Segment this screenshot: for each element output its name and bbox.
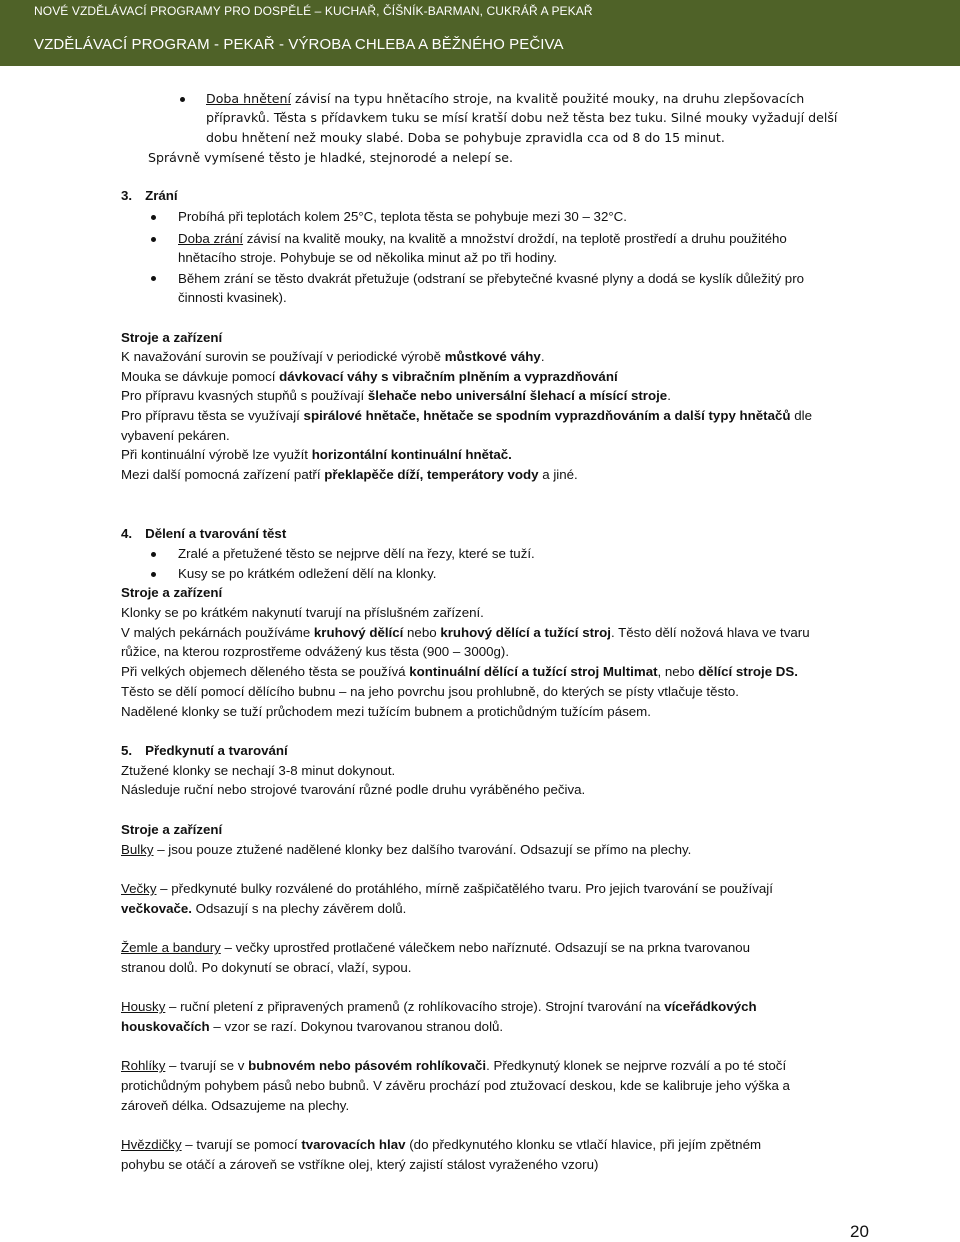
bold-term: bubnovém nebo pásovém rohlíkovači xyxy=(248,1058,487,1073)
equipment-line-3 xyxy=(121,387,671,405)
deleni-line-4 xyxy=(121,663,798,681)
header-course-line: VZDĚLÁVACÍ PROGRAM - PEKAŘ - VÝROBA CHLEBA A BĚŽNÉHO PEČIVA xyxy=(34,36,564,53)
zrani-bullet-2 xyxy=(178,230,787,248)
text: Mezi další pomocná zařízení patří xyxy=(121,467,325,482)
zrani-bullet-1: Probíhá při teplotách kolem 25°C, teplota těsta se pohybuje mezi 30 – 32°C. xyxy=(178,209,627,224)
bullet-icon xyxy=(151,215,156,220)
text: Při kontinuální výrobě lze využít xyxy=(121,447,312,462)
housky-line-2 xyxy=(121,1018,503,1036)
section-heading-deleni xyxy=(121,525,286,543)
text: . Předkynutý klonek se nejprve rozválí a po té stočí xyxy=(486,1058,787,1073)
text: . Těsto dělí nožová hlava ve tvaru xyxy=(611,625,810,640)
text: – předkynuté bulky rozválené do protáhlého, mírně zašpičatělého tvaru. Pro jejich tvarování se používají xyxy=(156,881,773,896)
term: Žemle a bandury xyxy=(121,940,221,955)
deleni-line-2 xyxy=(121,624,810,642)
zrani-bullet-3-line-2: činnosti kvasinek). xyxy=(178,290,287,305)
text: Pro přípravu kvasných stupňů s používají xyxy=(121,388,368,403)
bold-term: šlehače nebo universální šlehací a mísící stroje xyxy=(367,388,668,403)
equipment-heading: Stroje a zařízení xyxy=(121,330,223,345)
deleni-bullet-1: Zralé a přetužené těsto se nejprve dělí na řezy, které se tuží. xyxy=(178,546,535,561)
bold-term: dělící stroje DS. xyxy=(698,664,798,679)
predkynuti-line-2: Následuje ruční nebo strojové tvarování různé podle druhu vyráběného pečiva. xyxy=(121,782,586,797)
deleni-line-3: růžice, na kterou rozprostřeme odvážený kus těsta (900 – 3000g). xyxy=(121,644,510,659)
section-title: Předkynutí a tvarování xyxy=(145,743,288,758)
bullet-icon xyxy=(151,276,156,281)
text: – večky uprostřed protlačené válečkem nebo naříznuté. Odsazují se na prkna tvarovanou xyxy=(220,940,751,955)
equipment-line-7 xyxy=(121,466,578,484)
deleni-line-6: Nadělené klonky se tuží průchodem mezi tužícím bubnem a protichůdným tužícím pásem. xyxy=(121,704,651,719)
vecky-line-2 xyxy=(121,900,406,918)
section-title: Zrání xyxy=(145,188,178,203)
zrani-term: Doba zrání xyxy=(178,231,244,246)
bold-term: spirálové hnětače, hnětače se spodním vyprazdňováním a další typy hnětačů xyxy=(303,408,791,423)
bullet-icon xyxy=(151,572,156,577)
text: Pro přípravu těsta se využívají xyxy=(121,408,304,423)
text: – tvarují se pomocí xyxy=(181,1137,302,1152)
text: Při velkých objemech děleného těsta se používá xyxy=(121,664,410,679)
text: Odsazují s na plechy závěrem dolů. xyxy=(191,901,407,916)
hneteni-line-3: dobu hnětení než mouky slabé. Doba se pohybuje zpravidla cca od 8 do 15 minut. xyxy=(206,130,725,145)
hneteni-term: Doba hnětení xyxy=(206,91,291,106)
rohliky-line-2: protichůdným pohybem pásů nebo bubnů. V závěru prochází pod ztužovací deskou, kde se kalibruje jeho výška a xyxy=(121,1078,790,1093)
text: – tvarují se v xyxy=(165,1058,249,1073)
zemle-line-2: stranou dolů. Po dokynutí se obrací, vlaží, sypou. xyxy=(121,960,412,975)
text: nebo xyxy=(403,625,441,640)
predkynuti-line-1: Ztužené klonky se nechají 3-8 minut dokynout. xyxy=(121,763,396,778)
text: (do předkynutého klonku se vtlačí hlavice, při jejím zpětném xyxy=(405,1137,762,1152)
section-title: Dělení a tvarování těst xyxy=(145,526,287,541)
header-program-line: NOVÉ VZDĚLÁVACÍ PROGRAMY PRO DOSPĚLÉ – KUCHAŘ, ČÍŠNÍK-BARMAN, CUKRÁŘ A PEKAŘ xyxy=(34,4,593,18)
term: Rohlíky xyxy=(121,1058,166,1073)
bold-term: kruhový dělící a tužící stroj xyxy=(440,625,612,640)
section-heading-predkynuti xyxy=(121,742,288,760)
text: – jsou pouze ztužené nadělené klonky bez dalšího tvarování. Odsazují se přímo na plechy. xyxy=(153,842,692,857)
term: Večky xyxy=(121,881,157,896)
term: Bulky xyxy=(121,842,154,857)
equipment-line-6 xyxy=(121,446,512,464)
bold-term: víceřádkových xyxy=(664,999,757,1014)
hvezdicky-paragraph xyxy=(121,1136,761,1154)
page-number: 20 xyxy=(850,1222,869,1241)
term: Hvězdičky xyxy=(121,1137,182,1152)
text: V malých pekárnách používáme xyxy=(121,625,314,640)
section-number: 3. xyxy=(121,188,133,203)
bold-term: dávkovací váhy s vibračním plněním a vyprazdňování xyxy=(279,369,618,384)
equipment-heading: Stroje a zařízení xyxy=(121,822,223,837)
text: – vzor se razí. Dokynou tvarovanou stranou dolů. xyxy=(209,1019,504,1034)
zrani-bullet-3: Během zrání se těsto dvakrát přetužuje (odstraní se přebytečné kvasné plyny a dodá se kyslík důležitý pro xyxy=(178,271,805,286)
bullet-icon xyxy=(180,97,185,102)
bold-term: kontinuální dělící a tužící stroj Multimat xyxy=(409,664,658,679)
bulky-paragraph xyxy=(121,841,691,859)
equipment-line-4 xyxy=(121,407,812,425)
hneteni-line-1 xyxy=(206,90,804,108)
section-heading-zrani xyxy=(121,187,178,205)
zrani-text: závisí na kvalitě mouky, na kvalitě a množství droždí, na teplotě prostředí a druhu použitého xyxy=(243,231,787,246)
hneteni-line-2: přípravků. Těsta s přídavkem tuku se mísí kratší dobu než těsta bez tuku. Silné mouky vyžadují delší xyxy=(206,110,838,125)
term: Housky xyxy=(121,999,166,1014)
rohliky-paragraph xyxy=(121,1057,786,1075)
bold-term: houskovačích xyxy=(121,1019,210,1034)
equipment-line-5: vybavení pekáren. xyxy=(121,428,230,443)
text: Mouka se dávkuje pomocí xyxy=(121,369,280,384)
bold-term: večkovače. xyxy=(121,901,192,916)
bold-term: překlapěče díží, temperátory vody xyxy=(324,467,539,482)
equipment-line-1 xyxy=(121,348,545,366)
hneteni-text: závisí na typu hnětacího stroje, na kvalitě použité mouky, na druhu zlepšovacích xyxy=(291,91,805,106)
bullet-icon xyxy=(151,552,156,557)
deleni-line-5: Těsto se dělí pomocí dělícího bubnu – na jeho povrchu jsou prohlubně, do kterých se písty vtlačuje těsto. xyxy=(121,684,739,699)
text: . xyxy=(667,388,671,403)
hvezdicky-line-2: pohybu se otáčí a zároveň se vstříkne olej, který zajistí stálost vyraženého vzoru) xyxy=(121,1157,599,1172)
bold-term: tvarovacích hlav xyxy=(301,1137,406,1152)
zemle-paragraph xyxy=(121,939,750,957)
page-header xyxy=(0,0,960,66)
text: – ruční pletení z připravených pramenů (z rohlíkovacího stroje). Strojní tvarování na xyxy=(165,999,665,1014)
bold-term: horizontální kontinuální hnětač. xyxy=(311,447,512,462)
bold-term: můstkové váhy xyxy=(444,349,541,364)
text: . xyxy=(540,349,545,364)
equipment-line-2 xyxy=(121,368,618,386)
section-number: 5. xyxy=(121,743,133,758)
equipment-heading: Stroje a zařízení xyxy=(121,585,223,600)
zrani-bullet-2-line-2: hnětacího stroje. Pohybuje se od několika minut až po tři hodiny. xyxy=(178,250,557,265)
section-number: 4. xyxy=(121,526,133,541)
text: a jiné. xyxy=(538,467,578,482)
deleni-line-1: Klonky se po krátkém nakynutí tvarují na příslušném zařízení. xyxy=(121,605,484,620)
vecky-paragraph xyxy=(121,880,773,898)
text: , nebo xyxy=(657,664,699,679)
hneteni-note: Správně vymísené těsto je hladké, stejnorodé a nelepí se. xyxy=(148,150,514,165)
bold-term: kruhový dělící xyxy=(313,625,404,640)
rohliky-line-3: zároveň délka. Odsazujeme na plechy. xyxy=(121,1098,350,1113)
text: K navažování surovin se používají v periodické výrobě xyxy=(121,349,445,364)
bullet-icon xyxy=(151,237,156,242)
text: dle xyxy=(790,408,812,423)
deleni-bullet-2: Kusy se po krátkém odležení dělí na klonky. xyxy=(178,566,437,581)
housky-paragraph xyxy=(121,998,757,1016)
